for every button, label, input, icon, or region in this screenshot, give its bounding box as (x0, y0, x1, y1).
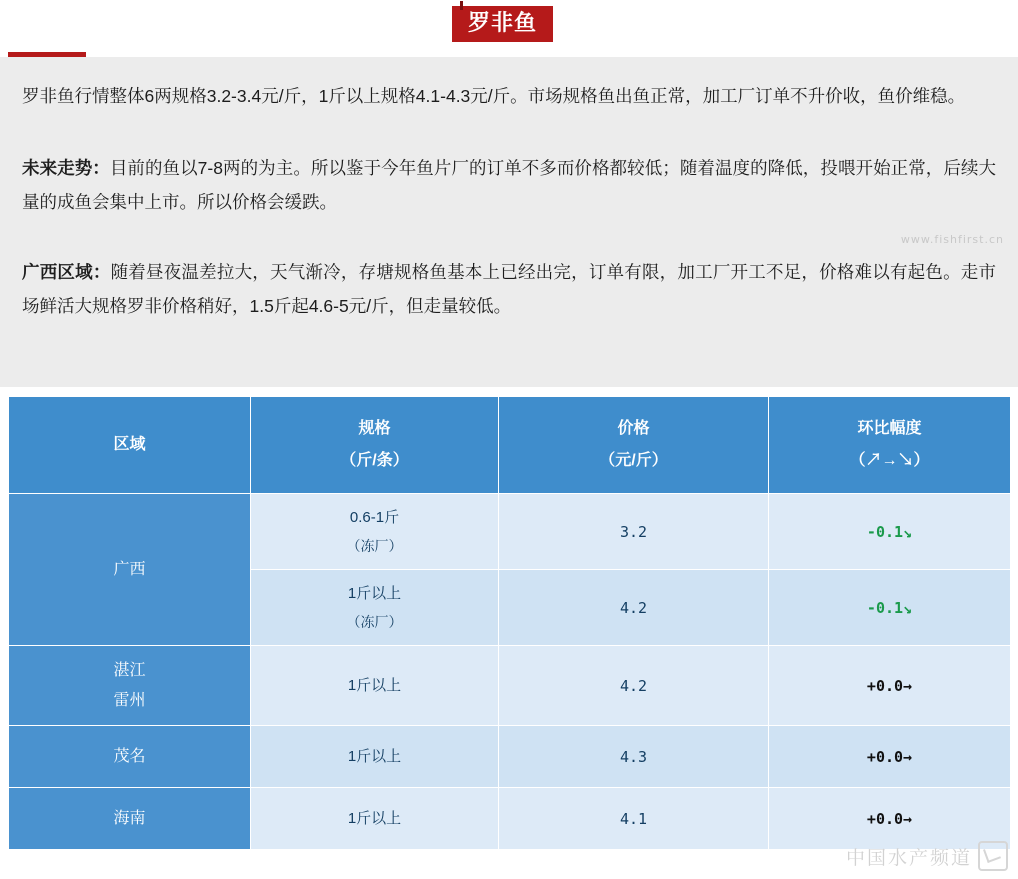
summary-paragraph-overview (22, 79, 996, 113)
cell-spec-sub: （冻厂） (346, 613, 403, 630)
change-value: +0.0→ (866, 809, 913, 828)
column-header-change-main: 环比幅度 (857, 420, 922, 437)
cell-price: 4.2 (499, 646, 769, 726)
change-value: -0.1↘ (866, 598, 913, 617)
guangxi-label: 广西区域： (22, 262, 111, 282)
cell-price: 4.1 (499, 788, 769, 850)
cell-spec (251, 494, 499, 570)
cell-spec (251, 570, 499, 646)
table-header-row (9, 397, 1011, 494)
trend-label: 未来走势： (22, 158, 110, 178)
column-header-region (9, 397, 251, 494)
column-header-price (499, 397, 769, 494)
cell-region: 海南 (9, 788, 251, 850)
cell-change (769, 646, 1011, 726)
summary-overview-text: 罗非鱼行情整体6两规格3.2-3.4元/斤，1斤以上规格4.1-4.3元/斤。市场规格鱼出鱼正常，加工厂订单不升价收，鱼价维稳。 (22, 86, 966, 106)
title-bar (0, 0, 1018, 52)
table-row (9, 646, 1011, 726)
table-row (9, 726, 1011, 788)
cell-change (769, 570, 1011, 646)
table-body (9, 494, 1011, 850)
cell-region (9, 646, 251, 726)
cell-spec: 1斤以上 (251, 646, 499, 726)
cell-spec-sub: （冻厂） (346, 537, 403, 554)
column-header-price-sub: （元/斤） (599, 452, 668, 469)
column-header-change-sub: （↗→↘） (849, 452, 930, 469)
cell-price: 4.3 (499, 726, 769, 788)
cell-spec: 1斤以上 (251, 788, 499, 850)
cell-change (769, 494, 1011, 570)
title-tick-mark (460, 1, 463, 10)
cell-change (769, 726, 1011, 788)
cell-region-line2: 雷州 (113, 691, 146, 709)
column-header-spec-main: 规格 (358, 420, 391, 437)
page-title (452, 6, 553, 42)
cell-spec: 1斤以上 (251, 726, 499, 788)
change-value: -0.1↘ (866, 522, 913, 541)
watermark-brand (846, 841, 1008, 871)
table-header (9, 397, 1011, 494)
change-value: +0.0→ (866, 747, 913, 766)
price-table (8, 396, 1011, 850)
summary-guangxi-text: 随着昼夜温差拉大，天气渐冷，存塘规格鱼基本上已经出完，订单有限，加工厂开工不足，价格难以有起色。走市场鲜活大规格罗非价格稍好，1.5斤起4.6-5元/斤，但走量较低。 (22, 262, 997, 316)
cell-spec-main: 1斤以上 (347, 584, 402, 602)
column-header-spec-sub: （斤/条） (340, 452, 409, 469)
summary-panel (0, 57, 1018, 387)
fish-logo-icon (978, 841, 1008, 871)
summary-paragraph-guangxi (22, 255, 996, 323)
summary-trend-text: 目前的鱼以7-8两的为主。所以鉴于今年鱼片厂的订单不多而价格都较低；随着温度的降低，投喂开始正常，后续大量的成鱼会集中上市。所以价格会缓跌。 (22, 158, 996, 212)
watermark-url: www.fishfirst.cn (900, 233, 1004, 246)
cell-price: 4.2 (499, 570, 769, 646)
change-value: +0.0→ (866, 676, 913, 695)
cell-price: 3.2 (499, 494, 769, 570)
cell-spec-main: 0.6-1斤 (349, 508, 400, 526)
column-header-spec (251, 397, 499, 494)
cell-region: 茂名 (9, 726, 251, 788)
watermark-brand-text: 中国水产频道 (845, 847, 972, 869)
column-header-price-main: 价格 (617, 420, 650, 437)
summary-paragraph-trend (22, 151, 996, 219)
table-row (9, 494, 1011, 570)
column-header-region-main: 区域 (113, 436, 146, 453)
page-title-text: 罗非鱼 (468, 10, 538, 35)
cell-region-line1: 湛江 (113, 661, 146, 679)
cell-region: 广西 (9, 494, 251, 646)
column-header-change (769, 397, 1011, 494)
